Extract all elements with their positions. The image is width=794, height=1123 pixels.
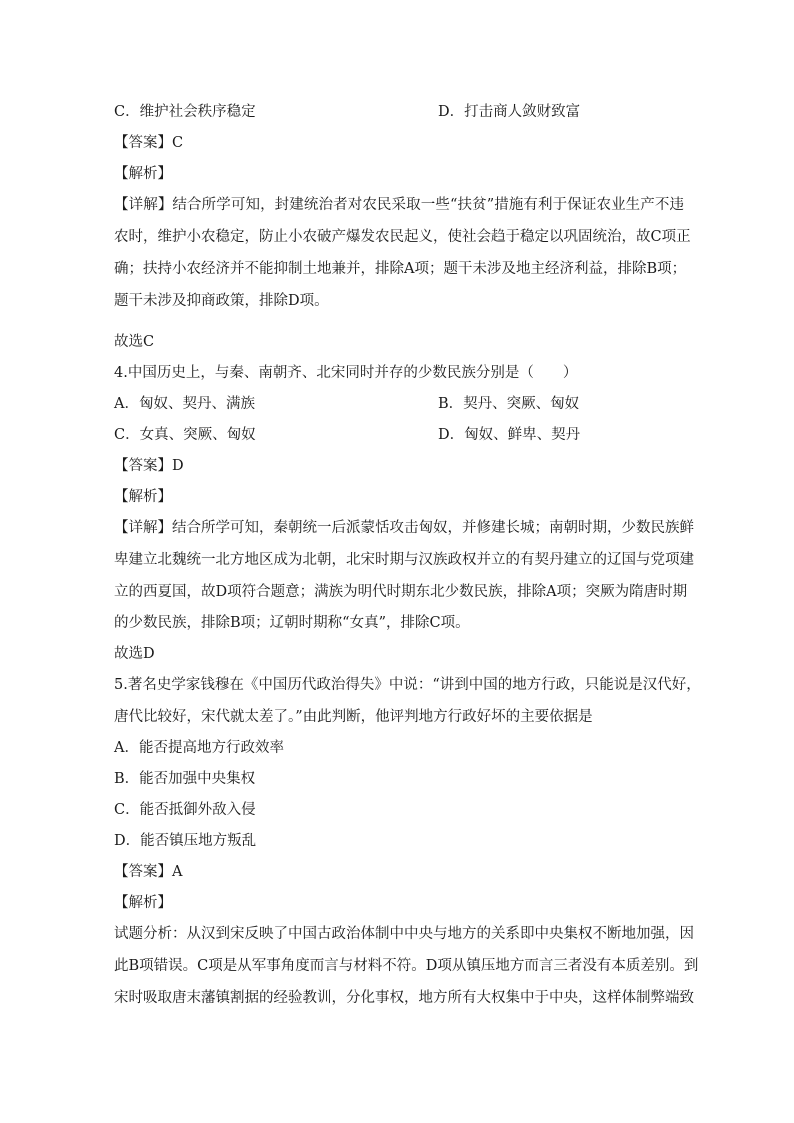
q4-option-c: C．女真、突厥、匈奴 [114, 427, 256, 443]
q5-answer: 【答案】A [114, 864, 183, 880]
q4-analysis-heading: 【解析】 [114, 489, 172, 505]
q5-option-c: C．能否抵御外敌入侵 [114, 802, 256, 818]
q5-analysis-heading: 【解析】 [114, 895, 172, 911]
q5-analysis-line: 此B项错误。C项是从军事角度而言与材料不符。D项从镇压地方而言三者没有本质差别。到 [114, 958, 699, 974]
q4-detail-line: 卑建立北魏统一北方地区成为北朝，北宋时期与汉族政权并立的有契丹建立的辽国与党项建 [114, 552, 694, 568]
q4-conclusion: 故选D [114, 646, 155, 662]
q4-option-b: B．契丹、突厥、匈奴 [438, 396, 580, 412]
q3-detail-line: 题干未涉及抑商政策，排除D项。 [114, 293, 329, 309]
q4-option-d: D．匈奴、鲜卑、契丹 [438, 427, 581, 443]
q3-detail-line: 农时，维护小农稳定，防止小农破产爆发农民起义，使社会趋于稳定以巩固统治，故C项正 [114, 229, 691, 245]
q3-analysis-heading: 【解析】 [114, 166, 172, 182]
q5-analysis-line: 试题分析：从汉到宋反映了中国古政治体制中中央与地方的关系即中央集权不断地加强，因 [114, 926, 694, 942]
q4-option-a: A．匈奴、契丹、满族 [114, 396, 255, 412]
q4-answer: 【答案】D [114, 458, 184, 474]
q3-answer: 【答案】C [114, 135, 184, 151]
q4-stem: 4.中国历史上，与秦、南朝齐、北宋同时并存的少数民族分别是（ ） [114, 365, 578, 381]
q3-detail-line: 【详解】结合所学可知，封建统治者对农民采取一些“扶贫”措施有利于保证农业生产不违 [114, 197, 684, 213]
q5-analysis-line: 宋时吸取唐末藩镇割据的经验教训，分化事权，地方所有大权集中于中央，这样体制弊端致 [114, 990, 694, 1006]
q3-conclusion: 故选C [114, 334, 155, 350]
q4-detail-line: 的少数民族，排除B项；辽朝时期称“女真”，排除C项。 [114, 615, 470, 631]
q3-option-c: C．维护社会秩序稳定 [114, 104, 256, 120]
q4-detail-line: 【详解】结合所学可知，秦朝统一后派蒙恬攻击匈奴，并修建长城；南朝时期，少数民族鲜 [114, 520, 694, 536]
q5-option-a: A．能否提高地方行政效率 [114, 740, 284, 756]
q5-option-d: D．能否镇压地方叛乱 [114, 833, 257, 849]
q5-stem-line: 唐代比较好，宋代就太差了。”由此判断，他评判地方行政好坏的主要依据是 [114, 709, 593, 725]
q4-detail-line: 立的西夏国，故D项符合题意；满族为明代时期东北少数民族，排除A项；突厥为隋唐时期 [114, 584, 688, 600]
q3-option-d: D．打击商人敛财致富 [438, 104, 581, 120]
q3-detail-line: 确；扶持小农经济并不能抑制土地兼并，排除A项；题干未涉及地主经济利益，排除B项； [114, 261, 687, 277]
q5-stem-line: 5.著名史学家钱穆在《中国历代政治得失》中说：“讲到中国的地方行政，只能说是汉代好， [114, 677, 701, 693]
q5-option-b: B．能否加强中央集权 [114, 771, 256, 787]
